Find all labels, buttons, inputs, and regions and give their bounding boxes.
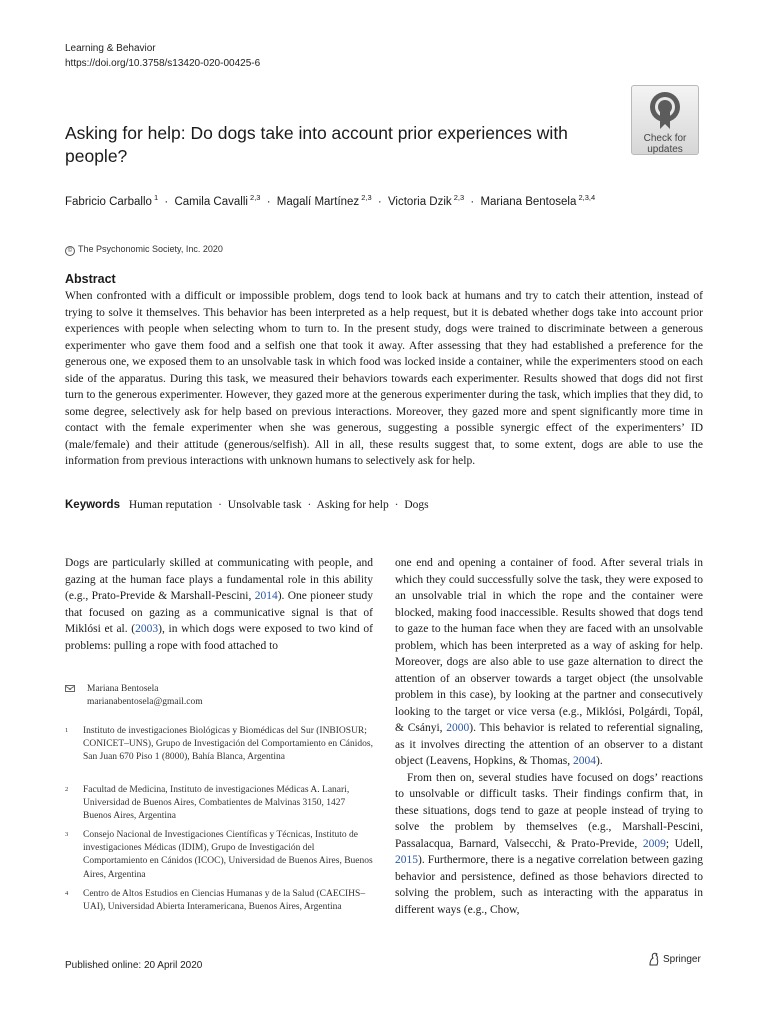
keyword-separator: · [218, 499, 222, 511]
author-affiliation-marker: 2,3 [361, 193, 372, 202]
affiliation-number: 4 [65, 890, 69, 897]
copyright-text: The Psychonomic Society, Inc. 2020 [78, 244, 223, 254]
citation-link[interactable]: 2004 [573, 755, 597, 767]
intro-paragraph-left: Dogs are particularly skilled at communicating with people, and gazing at the human face plays a fundamental role in this ability (e.g., Prato-Previde & Marshall-Pescini, 2014). One pioneer study that focused on gazing as a communicative signal is that of Miklósi et al. (2003), in which dogs were exposed to two kind of problems: pulling a rope with food attached to [65, 557, 373, 652]
author-separator: · [470, 195, 475, 208]
citation-link[interactable]: 2000 [446, 722, 470, 734]
author-name[interactable]: Camila Cavalli [174, 195, 248, 208]
publisher-name: Springer [663, 954, 701, 965]
keyword[interactable]: Unsolvable task [227, 499, 302, 511]
author-affiliation-marker: 2,3,4 [578, 193, 596, 202]
citation-link[interactable]: 2009 [642, 837, 666, 850]
keyword-separator: · [307, 499, 312, 511]
author-list [65, 190, 705, 210]
abstract-heading: Abstract [65, 272, 116, 286]
keywords-heading: Keywords [65, 499, 120, 511]
affiliation [65, 829, 375, 882]
author-affiliation-marker: 2,3 [453, 193, 465, 202]
author-name[interactable]: Mariana Bentosela [480, 195, 577, 208]
author-name[interactable]: Magalí Martínez [276, 195, 360, 208]
intro-paragraph: one end and opening a container of food. After several trials in which they could successfully solve the task, they were exposed to an unsolvable trial in which the rope and the container were blocked, making food inaccessible. Results showed that dogs tend to gaze to the human face when they are faced with an unsolvable problem, which has been interpreted as a way of asking for help. Moreover, dogs are also able to use gaze alternation to direct the attention of an observer towards a target object (the unsolvable problem in this case), by looking at the partner and consecutively looking to the target or vice versa (e.g., Miklósi, Polgárdi, Topál, & Csányi, 2000). This behavior is related to referential signaling, as it involves directing the attention of an observer to a distant object (Leavens, Hopkins, & Thomas, 2004). [395, 557, 703, 767]
author-name[interactable]: Victoria Dzik [387, 195, 452, 208]
author-separator: · [266, 195, 271, 208]
affiliation-text: Consejo Nacional de Investigaciones Científicas y Técnicas, Instituto de investigaciones Médicas (IDIM), Grupo de Investigación del Comportamiento en Cánidos (ICOC), Universidad de Buenos Aires, Buenos Aires, Argentina [83, 830, 373, 880]
affiliation-text: Facultad de Medicina, Instituto de investigaciones Médicas A. Lanari, Universidad de Buenos Aires, Combatientes de Malvinas 3150, 1427 Buenos Aires, Argentina [83, 785, 350, 822]
badge-label-line1: Check for [643, 133, 687, 144]
intro-column-right [395, 555, 703, 918]
affiliation [65, 784, 375, 824]
keyword[interactable]: Asking for help [316, 499, 389, 511]
published-date: Published online: 20 April 2020 [65, 960, 203, 971]
author-name[interactable]: Fabricio Carballo [65, 195, 152, 208]
affiliation-number: 3 [65, 831, 69, 838]
abstract-body: When confronted with a difficult or impossible problem, dogs tend to look back at humans and try to catch their attention, instead of trying to solve it themselves. This behavior has been interpreted as a help request, but it is debated whether dogs take into account prior experiences with people when selecting whom to turn to. In the present study, dogs were trained to discriminate between a generous experimenter who gave them food and a selfish one that took it away. After assessing that they had established a preference for the generous one, we exposed them to an unsolvable task in which food was locked inside a container, while the experimenters stood on each side of the apparatus. During this task, we measured their behaviors towards each experimenter. Results showed that dogs did not first turn to the generous experimenter. However, they gazed more at the generous experimenter during the task, which implies that they did, to some degree, selectively ask for help based on previous interactions. Moreover, they gazed more and spent significantly more time in contact with the female experimenter when she was generous, suggesting a possible synergic effect of the experimenters’ ID (male/female) and their attitude (generous/selfish). All in all, these results suggest that, to some extent, dogs are able to use the information from previous interactions with unknown humans to selectively ask for help. [65, 290, 703, 467]
badge-label-line2: updates [647, 144, 683, 155]
author-affiliation-marker: 1 [154, 193, 159, 202]
affiliation-text: Centro de Altos Estudios en Ciencias Humanas y de la Salud (CAECIHS–UAI), Universidad Abierta Interamericana, Buenos Aires, Argentina [83, 889, 366, 913]
affiliation [65, 888, 375, 914]
copyright-notice [65, 242, 223, 256]
correspondence [65, 683, 375, 709]
publisher-logo[interactable] [648, 952, 701, 967]
author-separator: · [164, 195, 169, 208]
citation-link[interactable]: 2014 [254, 590, 278, 602]
copyright-icon: © [65, 246, 75, 256]
citation-link[interactable]: 2015 [395, 854, 418, 866]
affiliation [65, 725, 375, 765]
keyword[interactable]: Human reputation [128, 499, 213, 511]
affiliation-number: 2 [65, 786, 69, 793]
affiliation-text: Instituto de investigaciones Biológicas y Biomédicas del Sur (INBIOSUR; CONICET–UNS), Grupo de Investigación del Comportamiento en Cánidos, San Juan 670 Piso 1 (8000), Bahía Blanca, Argentina [83, 726, 373, 763]
bookmark-icon [648, 91, 682, 131]
author-separator: · [377, 195, 382, 208]
intro-paragraph: From then on, several studies have focused on dogs’ reactions to unsolvable or difficult tasks. Their findings confirm that, in these situations, dogs tend to gaze at people instead of trying to solve the problem by themselves (e.g., Marshall-Pescini, Passalacqua, Barnard, Valsecchi, & Prato-Previde, 2009; Udell, 2015). Furthermore, there is a negative correlation between gazing behavior and persistence, defined as those behaviors directed to solving the problem, such as interacting with the apparatus in different ways (e.g., Chow, [395, 771, 704, 916]
journal-name: Learning & Behavior [65, 43, 156, 54]
citation-link[interactable]: 2003 [135, 623, 159, 635]
paper-title: Asking for help: Do dogs take into account prior experiences with people? [65, 123, 568, 166]
corresponding-author-name: Mariana Bentosela [87, 684, 159, 694]
author-affiliation-marker: 2,3 [250, 193, 261, 202]
check-for-updates-badge[interactable] [631, 85, 699, 155]
keyword[interactable]: Dogs [404, 499, 429, 511]
envelope-icon [65, 685, 75, 692]
corresponding-author-email[interactable]: marianabentosela@gmail.com [87, 697, 203, 707]
springer-horse-icon [648, 952, 660, 966]
doi-link[interactable]: https://doi.org/10.3758/s13420-020-00425-6 [65, 58, 261, 69]
keyword-separator: · [394, 499, 399, 511]
affiliation-number: 1 [65, 727, 69, 734]
keywords-line [65, 497, 705, 513]
